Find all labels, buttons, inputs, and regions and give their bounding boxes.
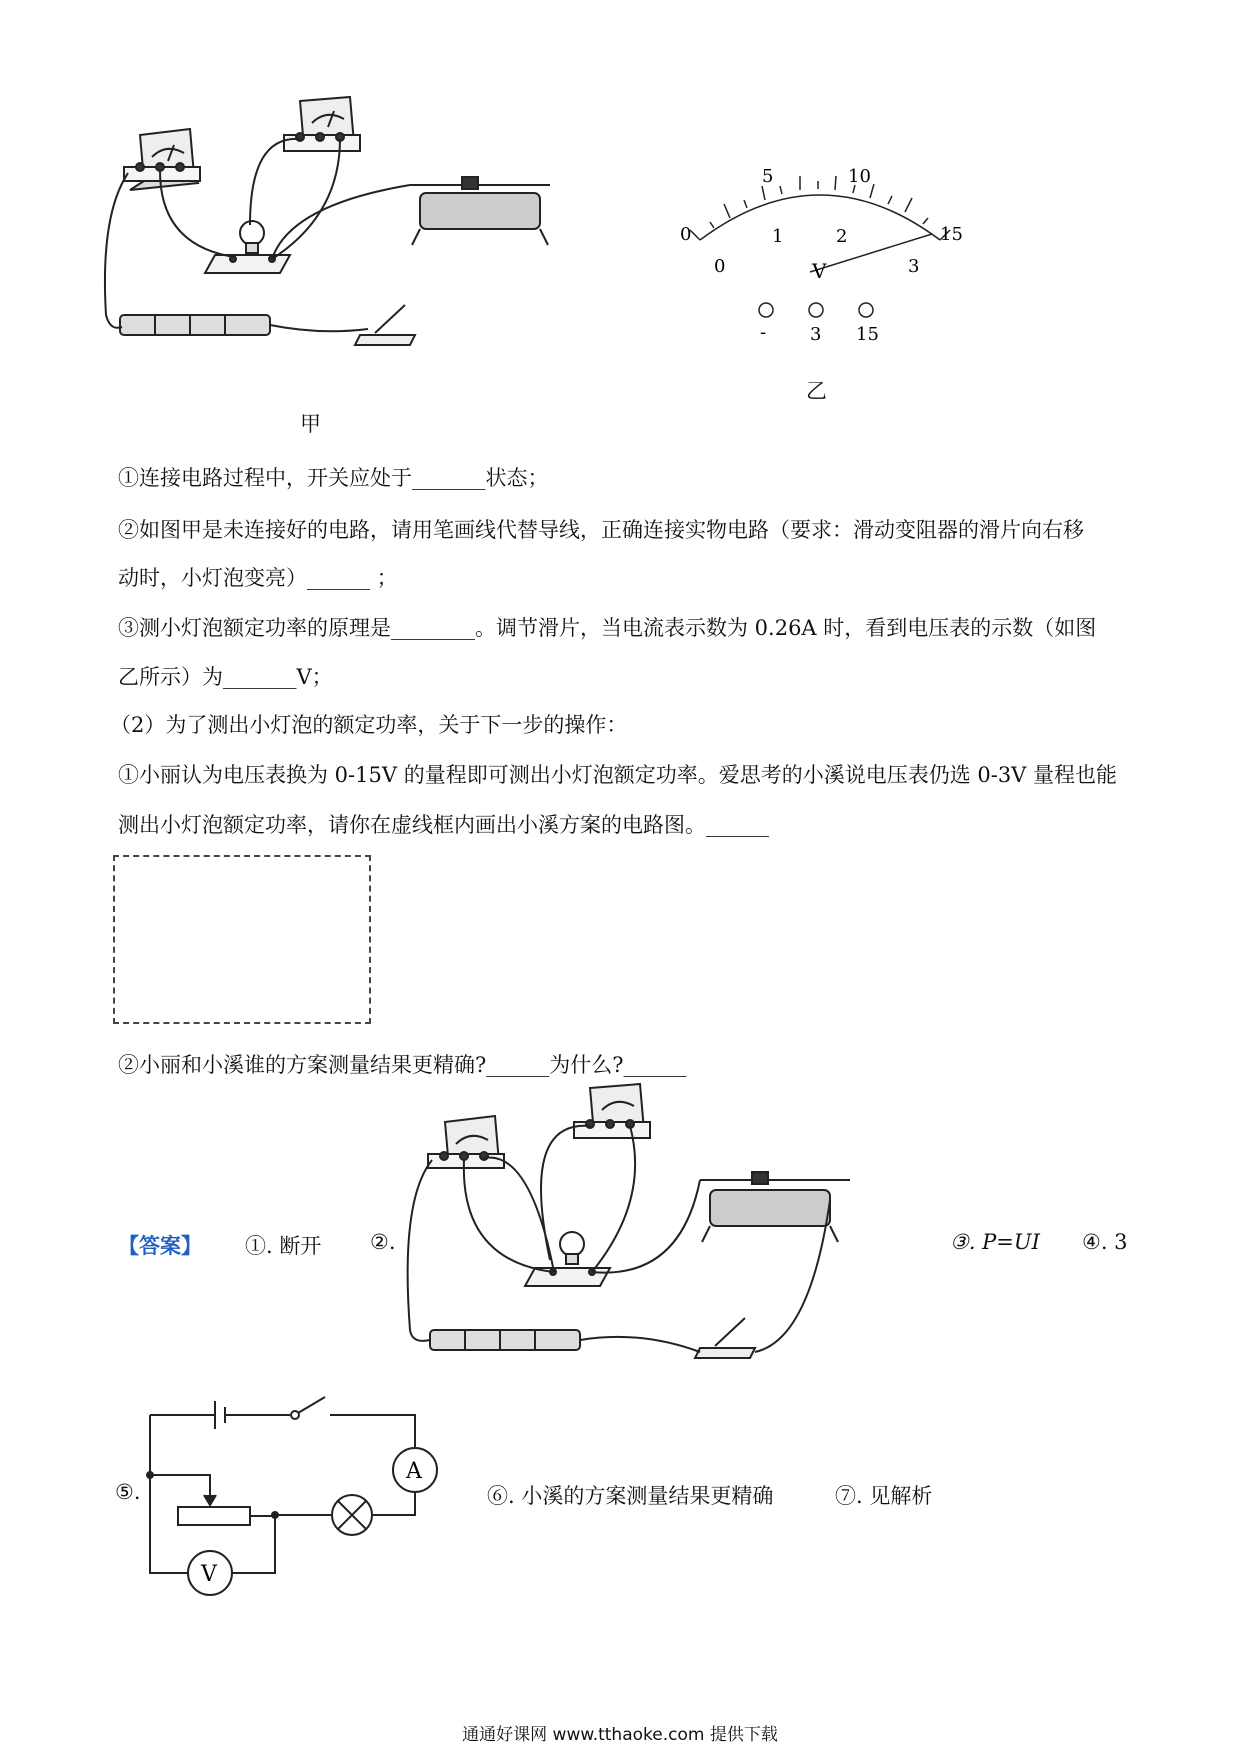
figure-yi-caption: 乙 (806, 379, 827, 403)
figure-yi-dial (670, 160, 970, 360)
switch-icon (695, 1318, 755, 1358)
battery-icon (120, 315, 270, 335)
question-2-line1: ②如图甲是未连接好的电路，请用笔画线代替导线，正确连接实物电路（要求：滑动变阻器的滑片向右移 (118, 518, 1084, 542)
question-3-line1: ③测小灯泡额定功率的原理是________。调节滑片，当电流表示数为 0.26A 时，看到电压表的示数（如图 (118, 616, 1097, 640)
rheostat-icon (700, 1172, 850, 1242)
answer-3 (950, 1230, 1040, 1254)
answer-tag: 【答案】 (118, 1233, 202, 1258)
terminal-3: 3 (810, 324, 822, 345)
inner-scale-0: 0 (714, 256, 726, 277)
meter-letter: V (812, 259, 827, 283)
answer-5: ⑤. (115, 1480, 141, 1504)
figure-jia-circuit (100, 95, 620, 395)
rheostat-icon (410, 177, 550, 245)
answer-dashed-box (113, 855, 371, 1024)
inner-scale-1: 1 (772, 226, 784, 247)
terminal-15: 15 (856, 324, 879, 345)
question-3-line2: 乙所示）为_______V； (118, 665, 333, 689)
voltmeter-letter: V (201, 1562, 217, 1587)
switch-blade (298, 1397, 325, 1413)
question-1: ①连接电路过程中，开关应处于_______状态； (118, 466, 549, 490)
answer-4: ④. 3 (1082, 1230, 1128, 1254)
meter-left-icon (428, 1116, 504, 1168)
meter-top-icon (574, 1084, 650, 1138)
answer-2: ②. (370, 1230, 396, 1254)
outer-scale-0: 0 (680, 224, 692, 245)
answer-6: ⑥. 小溪的方案测量结果更精确 (487, 1484, 774, 1508)
inner-scale-3: 3 (908, 256, 920, 277)
answer-7: ⑦. 见解析 (835, 1484, 933, 1508)
outer-scale-15: 15 (940, 224, 963, 245)
part-2-question-1-line1: ①小丽认为电压表换为 0-15V 的量程即可测出小灯泡额定功率。爱思考的小溪说电压表仍选 0-3V 量程也能 (118, 763, 1118, 787)
outer-scale-10: 10 (848, 166, 871, 187)
dial-arc (700, 195, 940, 240)
rheostat-symbol (178, 1507, 250, 1525)
footer: 通通好课网 www.tthaoke.com 提供下载 (462, 1725, 778, 1745)
answer-1: ①. 断开 (245, 1234, 322, 1258)
meter-top-icon (284, 97, 360, 151)
answer-circuit-diagram (140, 1395, 450, 1605)
outer-scale-5: 5 (762, 166, 774, 187)
battery-icon (430, 1330, 580, 1350)
question-2-line2: 动时，小灯泡变亮）______ ； (118, 566, 398, 590)
meter-left-icon (124, 129, 200, 190)
part-2-question-1-line2: 测出小灯泡额定功率，请你在虚线框内画出小溪方案的电路图。______ (118, 813, 769, 837)
answer-connected-circuit (400, 1080, 920, 1370)
part-2-question-2: ②小丽和小溪谁的方案测量结果更精确?______为什么?______ (118, 1053, 687, 1077)
part-2-heading: （2）为了测出小灯泡的额定功率，关于下一步的操作： (110, 713, 628, 737)
lamp-icon (525, 1232, 610, 1286)
ammeter-letter: A (406, 1459, 422, 1484)
figure-jia-caption: 甲 (300, 412, 321, 436)
inner-scale-2: 2 (836, 226, 848, 247)
switch-icon (355, 305, 415, 345)
terminal-neg: - (760, 322, 767, 343)
answer-3-text: ③. P=UI (950, 1230, 1040, 1254)
